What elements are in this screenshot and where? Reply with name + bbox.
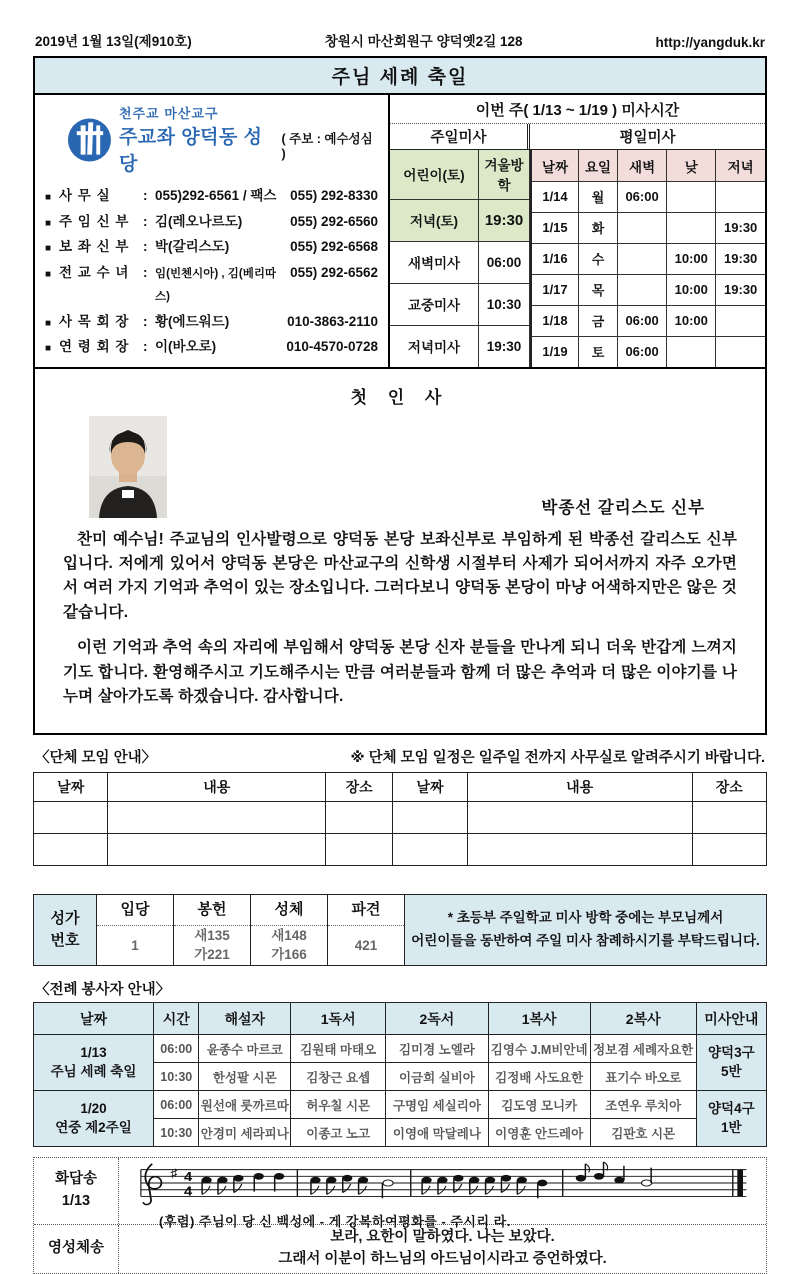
contact-label: 주 임 신 부 [59, 213, 130, 229]
label-line: 1/13 [61, 1193, 91, 1210]
hymn-col-entrance [97, 895, 174, 965]
col-evening: 저녁 [716, 150, 765, 182]
cell [716, 336, 765, 366]
songs-box [33, 1157, 767, 1274]
church-name: 주교좌 양덕동 성당 [118, 127, 263, 175]
communion-row [34, 1224, 766, 1273]
colon: : [143, 239, 148, 254]
time-cell: 10:30 [154, 1119, 199, 1147]
sharp-icon: ♯ [170, 1167, 178, 1181]
contact-name: 055)292-6561 / 팩스 [155, 188, 277, 203]
weekday-mass-table [530, 150, 765, 367]
cell: 1/17 [531, 274, 579, 305]
cell: 10:00 [667, 243, 716, 274]
communion-line: 보라, 요한이 말하였다. 나는 보았다. [330, 1229, 555, 1246]
mass-time: 겨울방학 [479, 150, 530, 199]
cell: 토 [579, 336, 618, 366]
col-time: 시간 [154, 1003, 199, 1035]
church-url: http://yangduk.kr [655, 35, 765, 50]
empty-cell [393, 801, 467, 833]
name-cell: 이금희 실비아 [386, 1063, 488, 1091]
col-usher: 미사안내 [696, 1003, 766, 1035]
greeting-body [63, 528, 737, 710]
col-commentator: 해설자 [199, 1003, 291, 1035]
date-cell [34, 1035, 154, 1091]
hymn-col-offertory [174, 895, 251, 965]
contact-row [45, 310, 378, 336]
church-address: 창원시 마산회원구 양덕옛2길 128 [324, 34, 523, 49]
music-staff [125, 1160, 760, 1206]
contact-label: 사 목 회 장 [59, 313, 130, 329]
table-row [531, 212, 765, 243]
col-content: 내용 [108, 772, 326, 801]
empty-cell [326, 833, 393, 865]
table-row [34, 1035, 767, 1063]
empty-cell [692, 833, 767, 865]
cell: 1/14 [531, 182, 579, 213]
hymn-value: 가166 [271, 947, 307, 963]
cell [667, 336, 716, 366]
name-cell: 김미경 노엘라 [386, 1035, 488, 1063]
label-line: 성가 [50, 910, 80, 928]
colon: : [143, 339, 148, 354]
table-header-row [34, 772, 767, 801]
label-line: 화답송 [54, 1171, 98, 1188]
page-title: 주님 세례 축일 [35, 58, 765, 95]
contact-phone: 055) 292-6562 [290, 264, 378, 280]
name-cell: 김판호 시몬 [590, 1119, 696, 1147]
table-row [34, 1091, 767, 1119]
sunday-mass-table [390, 150, 530, 367]
col-date: 날짜 [531, 150, 579, 182]
hymn-col-dismissal [328, 895, 405, 965]
contact-name: 이(바오로) [155, 339, 217, 354]
church-logo-text [119, 103, 378, 176]
cell [667, 212, 716, 243]
cell: 10:00 [667, 305, 716, 336]
table-row [531, 274, 765, 305]
usher-cell [696, 1035, 766, 1091]
contact-row [45, 335, 378, 361]
contact-phone: 055) 292-8330 [290, 188, 378, 203]
church-info-panel [35, 95, 390, 367]
date-line: 1/20 [80, 1101, 107, 1117]
weekday-mass-header: 평일미사 [619, 130, 676, 146]
name-cell: 한성팔 시몬 [199, 1063, 291, 1091]
table-header-row [531, 150, 765, 182]
col-server1: 1복사 [488, 1003, 590, 1035]
communion-label [34, 1225, 119, 1273]
table-row [531, 182, 765, 213]
greeting-paragraph: 찬미 예수님! 주교님의 인사발령으로 양덕동 본당 보좌신부로 부임하게 된 박종선 갈리스도 신부입니다. 저에게 있어서 양덕동 본당은 마산교구의 신학생 시절부터 사제가 되어서까지 자주 오가면서 여러 가지 기억과 추억이 있는 장소입니다. 그러다보니 양덕동 본당이 마냥 어색하지만은 않은 것 같습니다. [63, 530, 737, 621]
mass-label: 어린이(토) [390, 150, 479, 199]
contact-phone: 055) 292-6568 [290, 239, 378, 254]
colon: : [143, 313, 148, 329]
usher-line: 양덕4구 [707, 1101, 755, 1117]
contact-label: 연 령 회 장 [59, 339, 130, 354]
cell: 수 [579, 243, 618, 274]
issue-date: 2019년 1월 13일(제910호) [35, 34, 192, 49]
colon: : [143, 213, 148, 229]
mass-label: 새벽미사 [390, 241, 479, 283]
col-content: 내용 [467, 772, 692, 801]
bullet-icon: ■ [45, 217, 52, 229]
meetings-title: 〈단체 모임 안내〉 [35, 749, 157, 766]
name-cell: 표기수 바오로 [590, 1063, 696, 1091]
contact-row [45, 210, 378, 236]
hymn-numbers-box [33, 894, 767, 966]
mass-label: 저녁미사 [390, 325, 479, 366]
col-reading2: 2독서 [386, 1003, 488, 1035]
bullet-icon: ■ [45, 268, 52, 280]
usher-line: 양덕3구 [707, 1045, 755, 1061]
col-server2: 2복사 [590, 1003, 696, 1035]
time-signature-top: 4 [183, 1170, 193, 1184]
time-signature-bottom: 4 [183, 1184, 193, 1199]
name-cell: 정보겸 세례자요한 [590, 1035, 696, 1063]
servers-table [33, 1002, 767, 1147]
table-row [390, 325, 530, 366]
col-reading1: 1독서 [291, 1003, 386, 1035]
col-dawn: 새벽 [618, 150, 667, 182]
contact-label: 보 좌 신 부 [59, 239, 130, 254]
empty-cell [108, 833, 326, 865]
usher-cell [696, 1091, 766, 1147]
contact-row [45, 261, 378, 310]
cell: 06:00 [618, 182, 667, 213]
time-cell: 10:30 [154, 1063, 199, 1091]
contact-label: 전 교 수 녀 [59, 264, 130, 280]
usher-line: 5반 [721, 1063, 742, 1079]
mass-schedule-panel [390, 95, 765, 367]
empty-cell [34, 801, 108, 833]
name-cell: 이영훈 안드레아 [488, 1119, 590, 1147]
cell: 목 [579, 274, 618, 305]
bullet-icon: ■ [45, 192, 52, 203]
cell: 1/19 [531, 336, 579, 366]
main-box [33, 56, 767, 735]
contact-name: 박(갈리스도) [155, 239, 230, 254]
contact-phone: 010-3863-2110 [287, 313, 378, 329]
name-cell: 구명임 세실리아 [386, 1091, 488, 1119]
cell: 1/15 [531, 212, 579, 243]
table-row [34, 801, 767, 833]
cell: 19:30 [716, 212, 765, 243]
mass-time: 10:30 [479, 283, 530, 325]
name-cell: 김창근 요셉 [291, 1063, 386, 1091]
date-line: 1/13 [80, 1045, 107, 1061]
communion-line: 그래서 이분이 하느님의 아드님이시라고 증언하였다. [278, 1251, 607, 1268]
contact-name: 김(레오나르도) [155, 213, 243, 229]
cell: 19:30 [716, 243, 765, 274]
church-patron: ( 주보 : 예수성심 ) [281, 132, 373, 161]
hymn-value: 새135 [194, 927, 230, 943]
bullet-icon: ■ [45, 243, 52, 254]
colon: : [143, 188, 148, 203]
date-line: 연중 제2주일 [55, 1119, 132, 1135]
mass-schedule-subheaders [390, 124, 765, 150]
note-line: * 초등부 주일학교 미사 방학 중에는 부모님께서 [447, 910, 724, 926]
meetings-note: ※ 단체 모임 일정은 일주일 전까지 사무실로 알려주시기 바랍니다. [350, 749, 765, 766]
table-row [34, 833, 767, 865]
table-row [390, 150, 530, 199]
cell: 금 [579, 305, 618, 336]
time-cell: 06:00 [154, 1091, 199, 1119]
contact-row [45, 184, 378, 210]
cell [618, 212, 667, 243]
mass-label: 교중미사 [390, 283, 479, 325]
cell [667, 182, 716, 213]
bullet-icon: ■ [45, 343, 52, 354]
table-row [390, 199, 530, 241]
empty-cell [467, 801, 692, 833]
table-row [390, 241, 530, 283]
contact-label: 사 무 실 [59, 188, 111, 203]
empty-cell [393, 833, 467, 865]
time-cell: 06:00 [154, 1035, 199, 1063]
hymn-col-header: 입당 [97, 895, 173, 926]
hymn-value: 421 [354, 937, 378, 953]
responsorial-label [34, 1158, 119, 1224]
name-cell: 원선애 룻까르따 [199, 1091, 291, 1119]
cell: 1/18 [531, 305, 579, 336]
contact-row [45, 235, 378, 261]
priest-photo [89, 416, 167, 518]
col-place: 장소 [692, 772, 767, 801]
note-line: 어린이들을 동반하여 주일 미사 참례하시기를 부탁드립니다. [411, 932, 760, 948]
mass-time: 19:30 [479, 199, 530, 241]
top-header [33, 30, 767, 56]
responsorial-content [119, 1158, 766, 1230]
table-row [390, 283, 530, 325]
cell: 19:30 [716, 274, 765, 305]
cell [618, 274, 667, 305]
hymn-value: 새148 [271, 927, 307, 943]
sunday-school-note [405, 895, 766, 965]
col-date: 날짜 [393, 772, 467, 801]
label-line: 영성체송 [47, 1240, 105, 1257]
mass-schedule-title: 이번 주( 1/13 ~ 1/19 ) 미사시간 [390, 95, 765, 124]
hymn-col-header: 봉헌 [174, 895, 250, 926]
col-date: 날짜 [34, 772, 108, 801]
name-cell: 김정배 사도요한 [488, 1063, 590, 1091]
servers-title: 〈전례 봉사자 안내〉 [35, 982, 171, 999]
col-place: 장소 [326, 772, 393, 801]
empty-cell [326, 801, 393, 833]
hymn-col-communion [251, 895, 328, 965]
cell: 06:00 [618, 336, 667, 366]
contact-name: 황(에드워드) [155, 313, 230, 329]
info-and-schedule [35, 95, 765, 369]
name-cell: 김영수 J.M비안네 [488, 1035, 590, 1063]
empty-cell [34, 833, 108, 865]
empty-cell [108, 801, 326, 833]
contact-phone: 055) 292-6560 [290, 213, 378, 229]
hymn-col-header: 파견 [328, 895, 404, 926]
greeting-section [35, 369, 765, 733]
cell [618, 243, 667, 274]
mass-label: 저녁(토) [390, 199, 479, 241]
greeting-photo-row [89, 416, 715, 518]
hymn-col-header: 성체 [251, 895, 327, 926]
table-header-row [34, 1003, 767, 1035]
responsorial-row [34, 1158, 766, 1230]
cell: 10:00 [667, 274, 716, 305]
church-logo-icon [67, 117, 112, 163]
empty-cell [692, 801, 767, 833]
meetings-table [33, 772, 767, 866]
contact-phone: 010-4570-0728 [286, 339, 378, 354]
church-logo-row [67, 103, 378, 176]
col-date: 날짜 [34, 1003, 154, 1035]
usher-line: 1반 [721, 1119, 742, 1135]
name-cell: 김원태 마태오 [291, 1035, 386, 1063]
colon: : [143, 264, 148, 280]
cell: 화 [579, 212, 618, 243]
hymn-value: 1 [131, 937, 139, 953]
table-row [531, 336, 765, 366]
name-cell: 이영애 막달레나 [386, 1119, 488, 1147]
greeting-author: 박종선 갈리스도 신부 [541, 498, 705, 517]
greeting-paragraph: 이런 기억과 추억 속의 자리에 부임해서 양덕동 본당 신자 분들을 만나게 되니 더욱 반갑게 느껴지기도 합니다. 환영해주시고 기도해주시는 만큼 여러분들과 함께 더 많은 추억과 더 많은 이야기를 나누며 살아가도록 하겠습니다. 감사합니다. [63, 639, 737, 706]
hymn-value: 가221 [194, 947, 230, 963]
contact-name: 임(빈첸시아) , 김(베리따스) [155, 267, 277, 303]
label-line: 번호 [50, 931, 80, 949]
meetings-header [35, 746, 765, 767]
diocese-name: 천주교 마산교구 [118, 106, 219, 121]
cell: 06:00 [618, 305, 667, 336]
mass-time: 06:00 [479, 241, 530, 283]
date-line: 주님 세례 축일 [50, 1063, 137, 1079]
bullet-icon: ■ [45, 317, 52, 329]
greeting-title: 첫 인 사 [350, 387, 450, 407]
name-cell: 조연우 루치아 [590, 1091, 696, 1119]
cell [716, 182, 765, 213]
cell [716, 305, 765, 336]
table-row [531, 243, 765, 274]
hymn-numbers-label [34, 895, 97, 965]
cell: 월 [579, 182, 618, 213]
sunday-mass-header: 주일미사 [390, 124, 530, 149]
communion-content [119, 1225, 766, 1273]
col-day: 요일 [579, 150, 618, 182]
empty-cell [467, 833, 692, 865]
name-cell: 김도영 모니카 [488, 1091, 590, 1119]
name-cell: 이종고 노고 [291, 1119, 386, 1147]
responsorial-lyrics: (후렴) 주님이 당 신 백성에 - 게 강복하여평화를 - 주시리 라. [159, 1214, 511, 1230]
table-row [531, 305, 765, 336]
mass-schedule-body [390, 150, 765, 367]
notes [202, 1162, 743, 1198]
col-noon: 낮 [667, 150, 716, 182]
cell: 1/16 [531, 243, 579, 274]
name-cell: 윤종수 마르코 [199, 1035, 291, 1063]
mass-time: 19:30 [479, 325, 530, 366]
name-cell: 안경미 세라피나 [199, 1119, 291, 1147]
name-cell: 허우칠 시몬 [291, 1091, 386, 1119]
date-cell [34, 1091, 154, 1147]
